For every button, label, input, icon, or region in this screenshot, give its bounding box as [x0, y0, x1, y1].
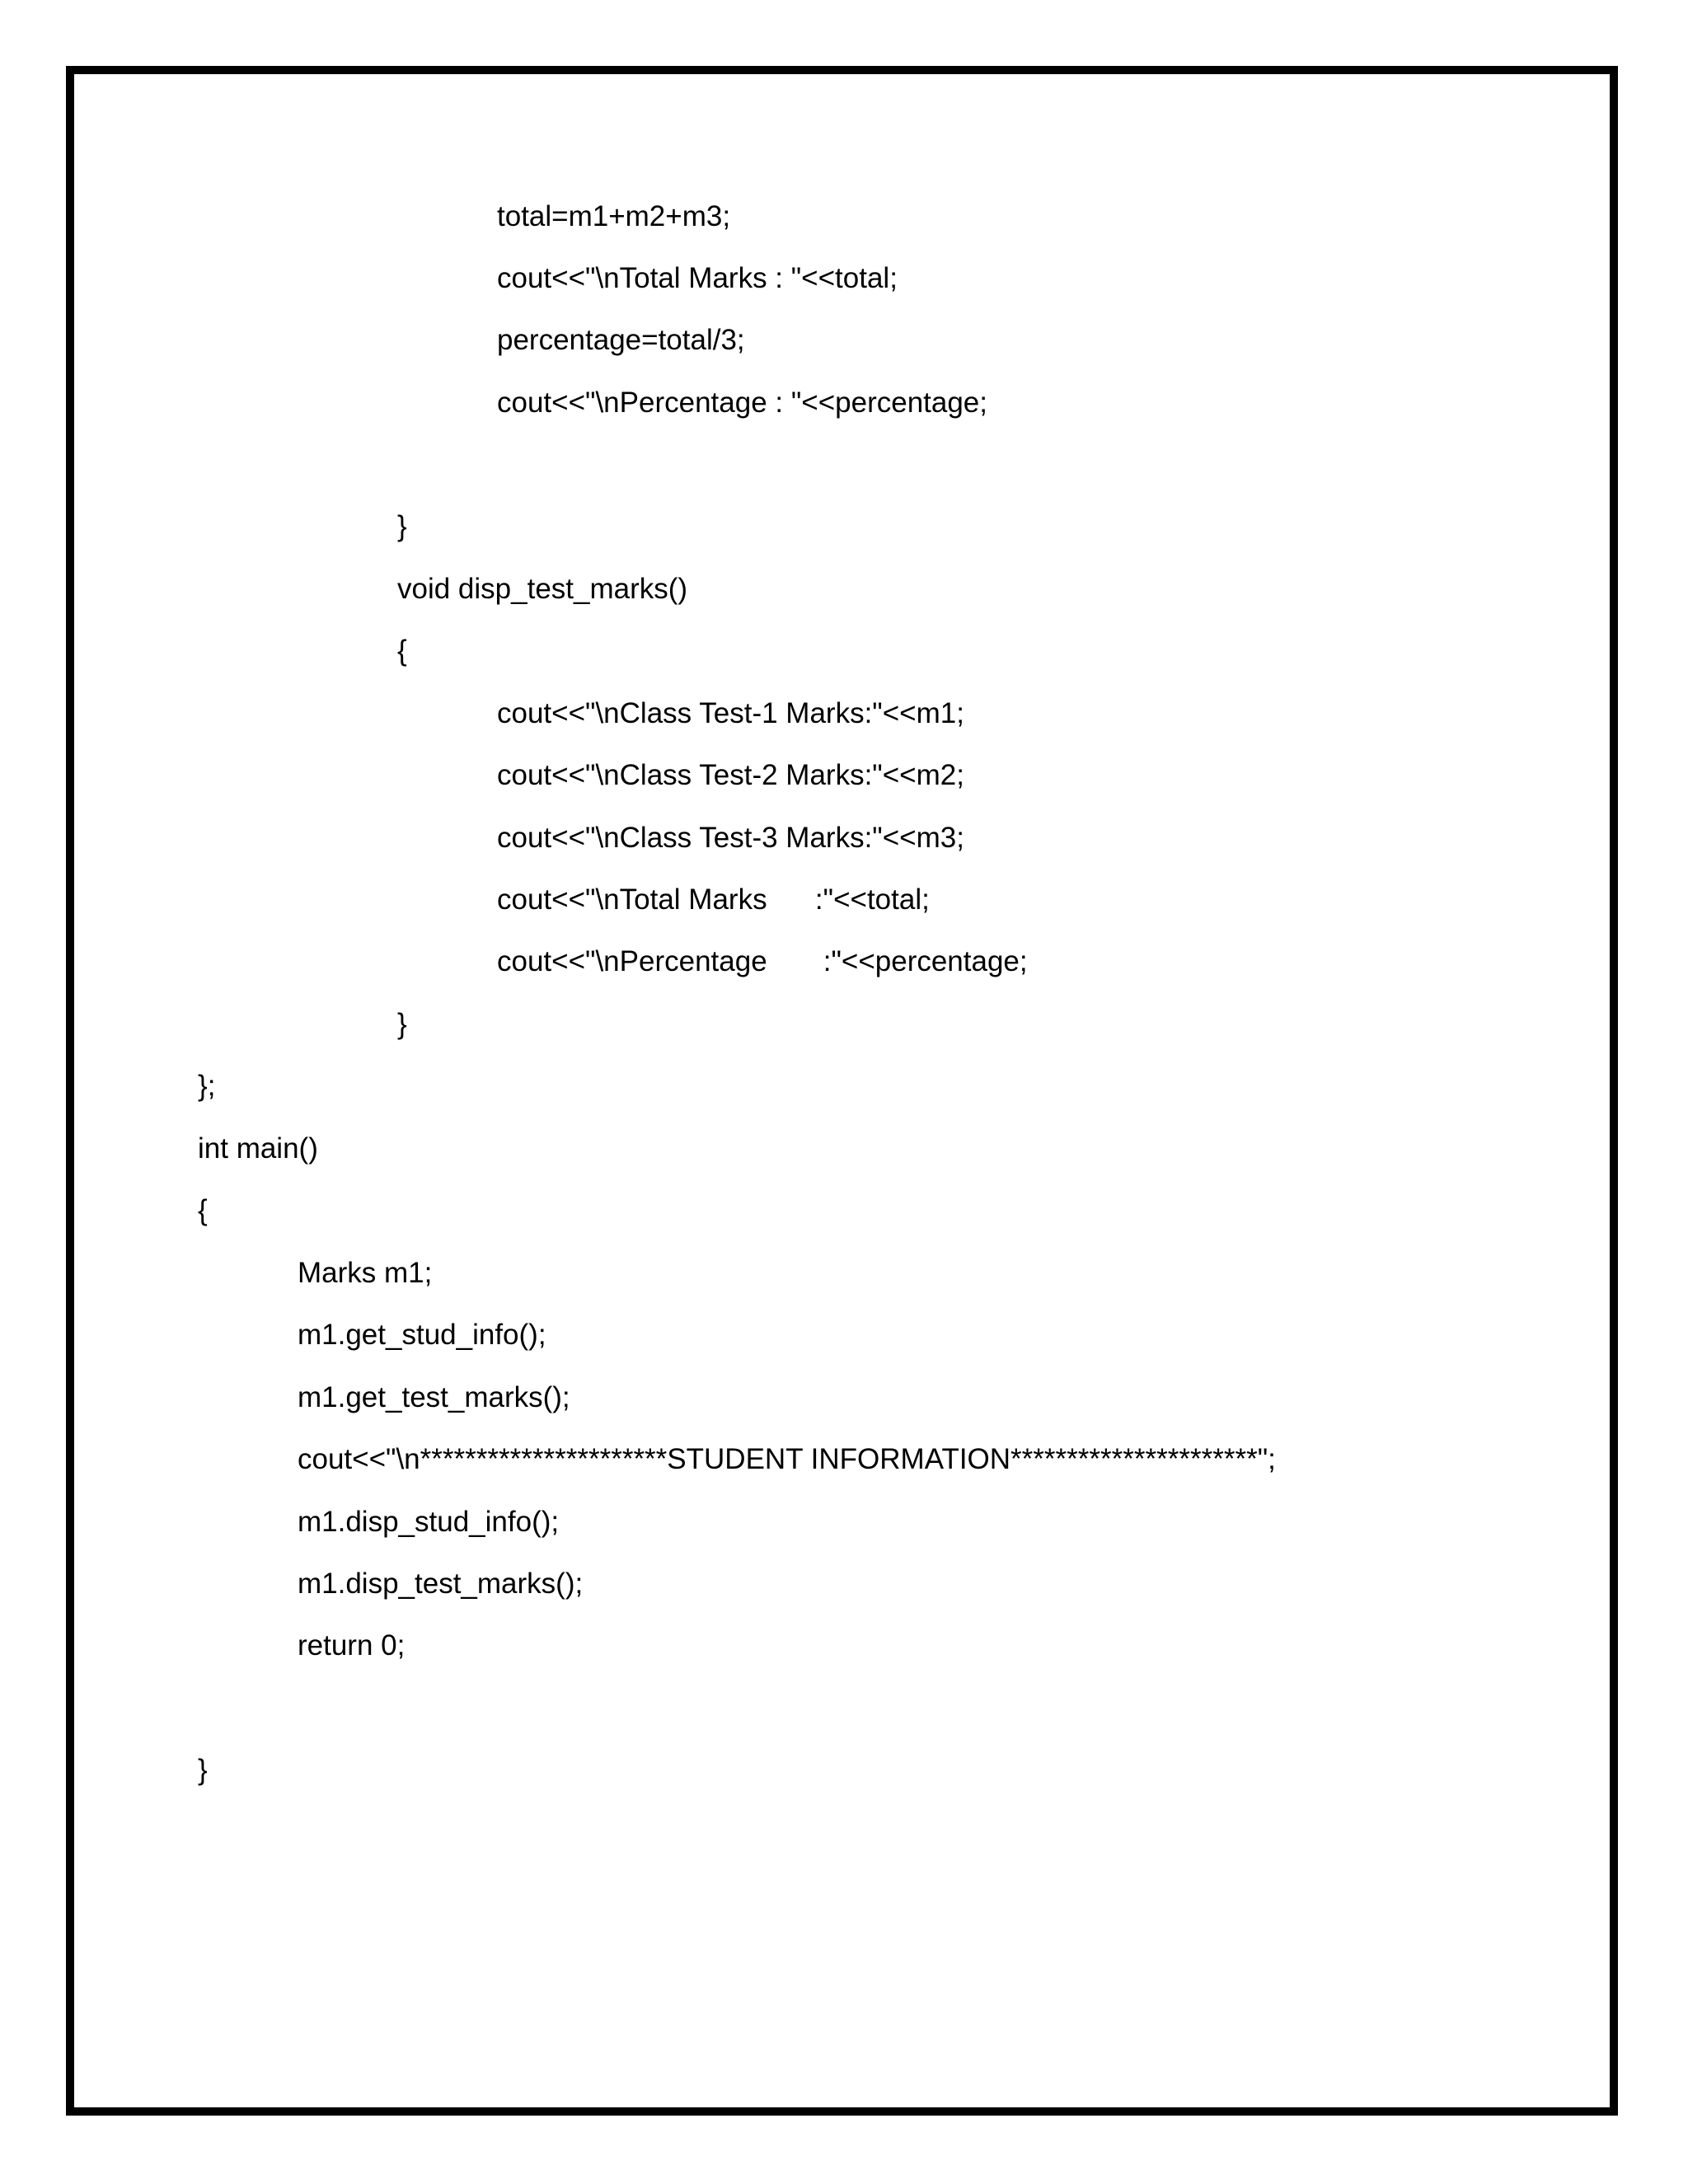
code-line: cout<<"\n**********************STUDENT INFORMATION**********************";	[298, 1443, 1276, 1475]
code-line: cout<<"\nPercentage :"<<percentage;	[497, 945, 1028, 977]
code-line: }	[397, 510, 407, 542]
code-line: };	[198, 1070, 216, 1102]
code-line: cout<<"\nClass Test-3 Marks:"<<m3;	[497, 822, 964, 854]
code-line: total=m1+m2+m3;	[497, 200, 731, 232]
code-line: Marks m1;	[298, 1257, 433, 1289]
code-line: percentage=total/3;	[497, 324, 745, 356]
code-line: cout<<"\nClass Test-2 Marks:"<<m2;	[497, 759, 964, 791]
code-line: m1.get_stud_info();	[298, 1319, 546, 1351]
code-line: cout<<"\nPercentage : "<<percentage;	[497, 387, 987, 419]
code-line: int main()	[198, 1132, 318, 1165]
code-line: }	[198, 1754, 208, 1786]
code-line: m1.get_test_marks();	[298, 1381, 570, 1413]
code-line: m1.disp_test_marks();	[298, 1568, 584, 1600]
code-line: return 0;	[298, 1629, 406, 1661]
code-line: {	[198, 1194, 208, 1226]
code-line: m1.disp_stud_info();	[298, 1506, 560, 1538]
code-line: }	[397, 1008, 407, 1040]
code-line: void disp_test_marks()	[397, 573, 688, 605]
code-line: cout<<"\nTotal Marks : "<<total;	[497, 262, 898, 294]
code-line: cout<<"\nTotal Marks :"<<total;	[497, 883, 930, 916]
page-border	[66, 66, 1618, 2116]
code-line: cout<<"\nClass Test-1 Marks:"<<m1;	[497, 697, 964, 729]
code-line: {	[397, 635, 407, 667]
